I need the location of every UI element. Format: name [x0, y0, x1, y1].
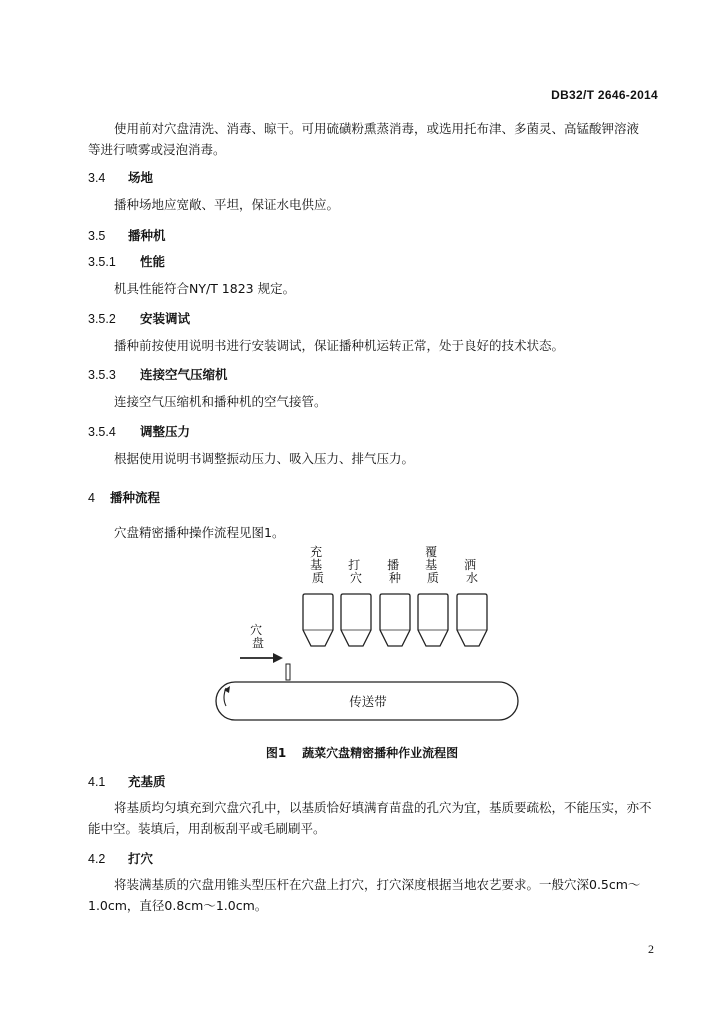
section-number: 4.2 — [88, 852, 106, 866]
hopper-cover-substrate — [418, 594, 448, 646]
para-disinfect — [88, 118, 658, 160]
section-number: 3.5.1 — [88, 255, 116, 269]
tray-stop — [286, 664, 290, 680]
page-number: 2 — [648, 942, 654, 956]
para-site: 播种场地应宽敞、平坦，保证水电供应。 — [114, 197, 340, 212]
section-number: 3.5 — [88, 229, 106, 243]
section-number: 4.1 — [88, 775, 106, 789]
section-4 — [88, 488, 160, 506]
figure-number: 图1 — [265, 746, 287, 760]
tray-label: 穴 盘 — [250, 623, 265, 650]
section-4-2 — [88, 849, 153, 867]
section-number: 3.5.4 — [88, 425, 116, 439]
para-punch-line2: 1.0cm，直径0.8cm～1.0cm。 — [88, 898, 268, 913]
section-number: 3.5.3 — [88, 368, 116, 382]
hopper-punch — [341, 594, 371, 646]
figure-title: 蔬菜穴盘精密播种作业流程图 — [302, 746, 459, 760]
station-label-punch: 打 穴 — [348, 558, 363, 585]
section-title: 播种流程 — [110, 490, 161, 505]
para-punch-line1: 将装满基质的穴盘用锥头型压杆在穴盘上打穴，打穴深度根据当地农艺要求。一般穴深0.5cm～ — [114, 877, 641, 892]
section-title: 播种机 — [128, 228, 166, 243]
section-3-4 — [88, 168, 153, 186]
hopper-fill-substrate — [303, 594, 333, 646]
para-pressure: 根据使用说明书调整振动压力、吸入压力、排气压力。 — [114, 451, 415, 466]
para-disinfect-line1: 使用前对穴盘清洗、消毒、晾干。可用硫磺粉熏蒸消毒，或选用托布津、多菌灵、高锰酸钾溶液 — [114, 121, 640, 136]
para-disinfect-line2: 等进行喷雾或浸泡消毒。 — [88, 142, 226, 157]
section-number: 3.5.2 — [88, 312, 116, 326]
para-fill-line2: 能中空。装填后，用刮板刮平或毛刷刷平。 — [88, 821, 326, 836]
section-3-5-2 — [88, 309, 190, 327]
section-4-1 — [88, 772, 166, 790]
station-label-watering: 洒 水 — [464, 558, 479, 585]
conveyor-label: 传送带 — [349, 694, 387, 709]
seeding-flow-diagram — [0, 540, 724, 740]
section-title: 连接空气压缩机 — [140, 367, 228, 382]
section-number: 3.4 — [88, 171, 106, 185]
section-title: 性能 — [140, 254, 166, 269]
para-fill-substrate — [88, 797, 658, 839]
tray-direction-arrow — [240, 653, 283, 663]
section-title: 场地 — [128, 170, 154, 185]
para-flow-ref: 穴盘精密播种操作流程见图1。 — [114, 525, 285, 540]
section-title: 打穴 — [128, 851, 154, 866]
para-fill-line1: 将基质均匀填充到穴盘穴孔中，以基质恰好填满育苗盘的孔穴为宜，基质要疏松，不能压实，亦不 — [114, 800, 652, 815]
station-label-sowing: 播 种 — [387, 558, 402, 585]
station-label-cover-substrate: 覆 基 质 — [425, 545, 440, 585]
para-air-compressor: 连接空气压缩机和播种机的空气接管。 — [114, 394, 327, 409]
hopper-sowing — [380, 594, 410, 646]
station-label-fill-substrate: 充 基 质 — [310, 545, 325, 585]
hopper-watering — [457, 594, 487, 646]
figure-caption — [0, 744, 724, 761]
para-performance: 机具性能符合NY/T 1823 规定。 — [114, 281, 296, 296]
section-3-5-3 — [88, 365, 228, 383]
para-install: 播种前按使用说明书进行安装调试，保证播种机运转正常，处于良好的技术状态。 — [114, 338, 565, 353]
para-punch — [88, 874, 658, 916]
section-3-5-4 — [88, 422, 190, 440]
section-title: 安装调试 — [140, 311, 191, 326]
section-title: 充基质 — [128, 774, 166, 789]
section-3-5-1 — [88, 252, 165, 270]
doc-code: DB32/T 2646-2014 — [551, 88, 658, 102]
section-3-5 — [88, 226, 166, 244]
section-title: 调整压力 — [140, 424, 191, 439]
section-number: 4 — [88, 491, 95, 505]
